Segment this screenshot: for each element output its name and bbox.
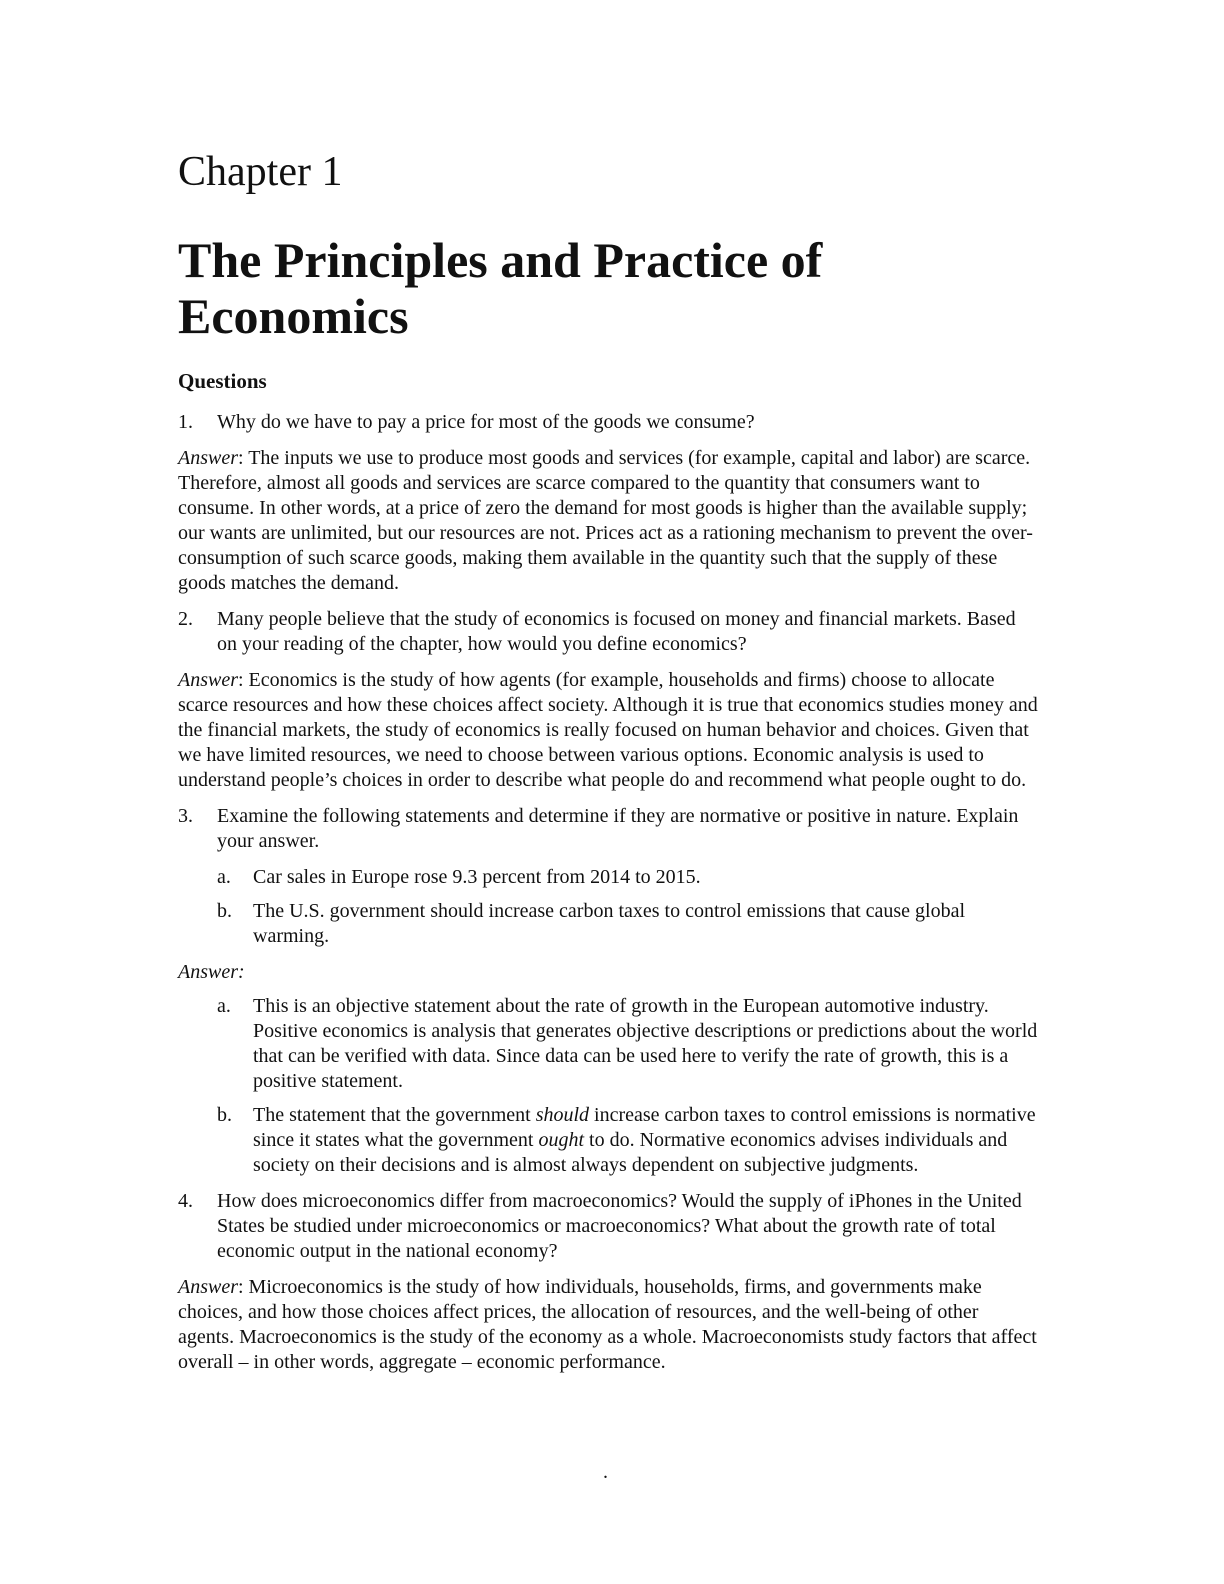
- answer-label: Answer: [178, 447, 238, 469]
- question-text: Many people believe that the study of economics is focused on money and financial markets. Based on your reading of the chapter, how would you define economics?: [217, 608, 1016, 655]
- chapter-title: The Principles and Practice of Economics: [178, 232, 823, 344]
- section-heading: Questions: [178, 369, 267, 393]
- answer-label: Answer: [178, 1276, 238, 1298]
- emphasis-should: should: [535, 1104, 590, 1126]
- answer-2: [178, 668, 1038, 793]
- answer-3-list: [178, 994, 1038, 1178]
- question-2: [178, 607, 1038, 657]
- answer-text: : Economics is the study of how agents (for example, households and firms) choose to allocate scarce resources and how these choices affect society. Although it is true that economics studies money and the financial markets, the study of economics is really focused on human behavior and choices. Given that we have limited resources, we need to choose between various options. Economic analysis is used to understand people’s choices in order to describe what people do and recommend what people ought to do.: [178, 669, 1038, 791]
- answer-text-part: The statement that the government: [253, 1104, 536, 1126]
- question-number: 2.: [178, 608, 193, 630]
- question-text: Examine the following statements and determine if they are normative or positive in nature. Explain your answer.: [217, 805, 1019, 852]
- question-text: How does microeconomics differ from macroeconomics? Would the supply of iPhones in the United States be studied under microeconomics or macroeconomics? What about the growth rate of total economic output in the national economy?: [217, 1190, 1022, 1262]
- question-3: [178, 804, 1038, 854]
- answer-letter: b.: [217, 1104, 232, 1126]
- statement-letter: a.: [217, 866, 231, 888]
- answer-text: : Microeconomics is the study of how individuals, households, firms, and governments make choices, and how those choices affect prices, the allocation of resources, and the well-being of other agents. Macroeconomics is the study of the economy as a whole. Macroeconomists study factors that affect overall – in other words, aggregate – economic performance.: [178, 1276, 1037, 1373]
- answer-text: : The inputs we use to produce most goods and services (for example, capital and labor) are scarce. Therefore, almost all goods and services are scarce compared to the quantity that consumers want to consume. In other words, at a price of zero the demand for most goods is higher than the available supply; our wants are unlimited, but our resources are not. Prices act as a rationing mechanism to prevent the over-consumption of such scarce goods, making them available in the quantity such that the supply of these goods matches the demand.: [178, 447, 1033, 594]
- statement-text: Car sales in Europe rose 9.3 percent from 2014 to 2015.: [253, 866, 701, 888]
- statement-item: [217, 899, 1038, 949]
- question-number: 4.: [178, 1190, 193, 1212]
- statement-item: [217, 865, 1038, 890]
- answer-4: [178, 1275, 1038, 1375]
- statement-text: The U.S. government should increase carbon taxes to control emissions that cause global warming.: [253, 900, 966, 947]
- questions-section: [178, 369, 1038, 1386]
- answer-text: [253, 1104, 1036, 1176]
- emphasis-ought: ought: [538, 1129, 585, 1151]
- answer-text-part: increase carbon taxes to control emissions is normative since it states what the government: [253, 1104, 1036, 1151]
- question-number: 3.: [178, 805, 193, 827]
- answer-text: This is an objective statement about the rate of growth in the European automotive industry. Positive economics is analysis that generates objective descriptions or predictions about the world that can be verified with data. Since data can be used here to verify the rate of growth, this is a positive statement.: [253, 995, 1038, 1092]
- statement-list: [178, 865, 1038, 949]
- chapter-label: Chapter 1: [178, 149, 343, 195]
- answer-letter: a.: [217, 995, 231, 1017]
- answer-item: [217, 1103, 1038, 1178]
- question-1: [178, 410, 1038, 435]
- statement-letter: b.: [217, 900, 232, 922]
- answer-1: [178, 446, 1038, 596]
- answer-item: [217, 994, 1038, 1094]
- question-text: Why do we have to pay a price for most of the goods we consume?: [217, 411, 755, 433]
- footer-mark: .: [603, 1461, 608, 1483]
- question-4: [178, 1189, 1038, 1264]
- answer-text-part: to do. Normative economics advises individuals and society on their decisions and is almost always dependent on subjective judgments.: [253, 1129, 1008, 1176]
- answer-3-heading: Answer:: [178, 961, 245, 983]
- answer-label: Answer: [178, 669, 238, 691]
- question-number: 1.: [178, 411, 193, 433]
